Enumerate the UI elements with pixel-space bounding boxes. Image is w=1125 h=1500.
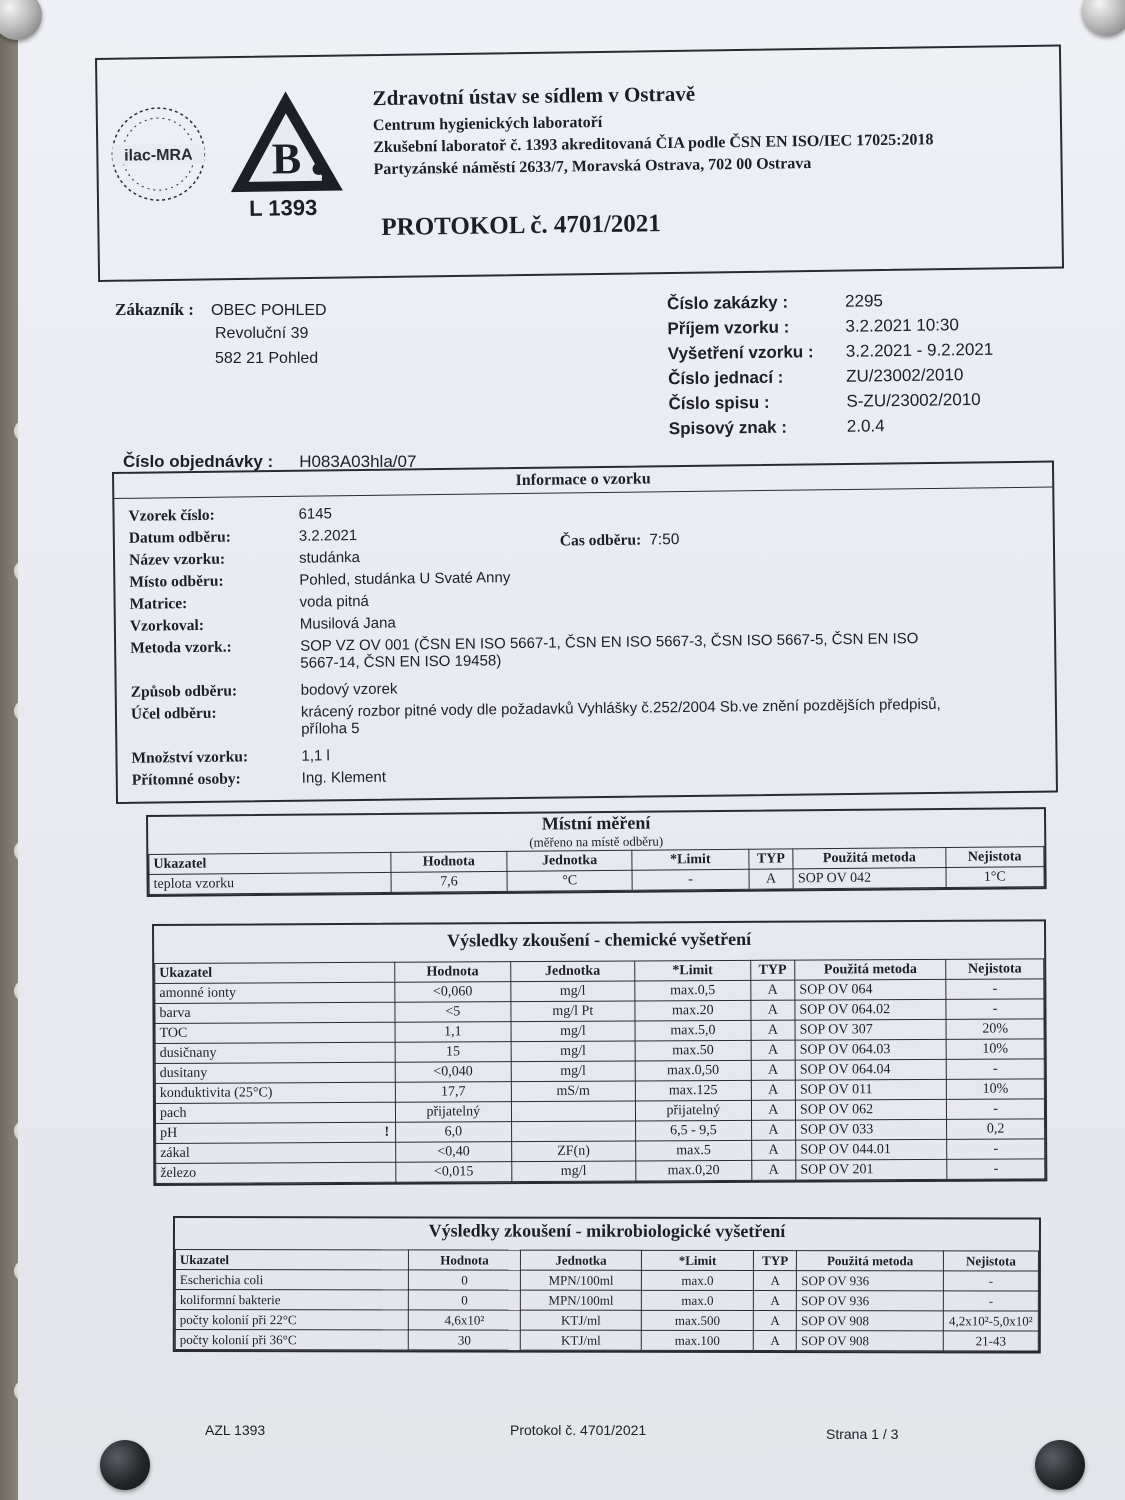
table-cell: - xyxy=(632,869,749,890)
table-cell: <0,015 xyxy=(396,1162,512,1183)
table-cell: 17,7 xyxy=(395,1082,511,1103)
column-header: Použitá metoda xyxy=(797,1251,944,1271)
table-cell: SOP OV 936 xyxy=(797,1271,944,1291)
table-cell: max.500 xyxy=(641,1310,753,1330)
table-cell: max.50 xyxy=(635,1040,751,1061)
table-row xyxy=(156,1159,1045,1184)
local-measurement-table xyxy=(148,846,1044,895)
table-cell: - xyxy=(947,1159,1045,1180)
sample-info-grid xyxy=(128,498,961,794)
sample-info-label: Místo odběru: xyxy=(129,572,224,591)
table-cell: teplota vzorku xyxy=(149,872,391,894)
table-cell: SOP OV 908 xyxy=(797,1311,944,1331)
table-cell: mg/l xyxy=(511,1021,636,1042)
table-cell: počty kolonií při 36°C xyxy=(175,1330,408,1350)
table-cell: 1,1 xyxy=(395,1022,511,1043)
table-cell: - xyxy=(946,979,1044,1000)
table-cell: přijatelný xyxy=(395,1102,511,1123)
table-cell: MPN/100ml xyxy=(521,1290,642,1310)
meta-label: Číslo spisu : xyxy=(668,392,770,414)
table-cell: mg/l xyxy=(511,1061,636,1082)
table-cell: barva xyxy=(155,1002,395,1023)
sample-info-value: 1,1 l xyxy=(301,747,330,765)
table-cell: A xyxy=(751,1140,796,1160)
table-cell: SOP OV 936 xyxy=(797,1291,944,1311)
column-header: TYP xyxy=(750,960,795,980)
table-cell: max.5 xyxy=(636,1140,752,1161)
table-cell: SOP OV 042 xyxy=(793,868,945,889)
accreditation-logo-icon xyxy=(225,87,347,199)
accreditation-text: Zkušební laboratoř č. 1393 akreditovaná ČIA podle ČSN EN ISO/IEC 17025:2018 xyxy=(373,131,934,157)
sample-info-value: Musilová Jana xyxy=(299,614,396,633)
table-cell: SOP OV 064.03 xyxy=(795,1039,946,1060)
chemical-results-title: Výsledky zkoušení - chemické vyšetření xyxy=(447,928,752,951)
meta-value: 3.2.2021 - 9.2.2021 xyxy=(845,339,994,361)
table-cell xyxy=(511,1101,636,1122)
sample-info-label: Množství vzorku: xyxy=(131,748,249,767)
sample-info-label: Způsob odběru: xyxy=(130,682,238,701)
table-cell: mg/l xyxy=(511,1161,636,1182)
table-cell: 0,2 xyxy=(947,1119,1045,1140)
meta-label: Číslo jednací : xyxy=(668,367,784,389)
order-meta xyxy=(667,290,995,445)
micro-results-table xyxy=(175,1249,1039,1352)
column-header: *Limit xyxy=(635,960,751,981)
footer-lab: AZL 1393 xyxy=(205,1422,266,1438)
sample-info-label: Matrice: xyxy=(129,595,188,613)
ilac-mra-logo-icon xyxy=(108,103,209,204)
sample-info-value: Ing. Klement xyxy=(301,768,387,787)
footer-protocol: Protokol č. 4701/2021 xyxy=(510,1422,647,1438)
sampling-time-label: Čas odběru: xyxy=(559,531,642,550)
table-cell: A xyxy=(751,1120,796,1140)
table-cell: °C xyxy=(507,870,632,891)
table-cell: 6,5 - 9,5 xyxy=(636,1120,752,1141)
sample-info-label: Metoda vzork.: xyxy=(130,638,232,657)
table-cell: max.0,50 xyxy=(635,1060,751,1081)
pin-icon xyxy=(100,1440,150,1490)
svg-text:ilac-MRA: ilac-MRA xyxy=(124,146,193,165)
column-header: Ukazatel xyxy=(175,1250,408,1270)
sample-info-label: Název vzorku: xyxy=(128,550,226,569)
table-cell: 30 xyxy=(408,1330,520,1350)
table-cell: SOP OV 908 xyxy=(797,1331,944,1351)
column-header: TYP xyxy=(748,849,793,869)
table-cell: max.20 xyxy=(635,1000,751,1021)
table-cell: max.0,5 xyxy=(635,980,751,1001)
table-cell: KTJ/ml xyxy=(520,1310,641,1330)
table-cell: mg/l xyxy=(510,981,635,1002)
table-cell: A xyxy=(751,1000,796,1020)
chemical-results-table xyxy=(154,958,1045,1184)
table-cell: dusitany xyxy=(155,1062,395,1083)
table-cell: 15 xyxy=(395,1042,511,1063)
meta-value: ZU/23002/2010 xyxy=(845,365,964,386)
column-header: Jednotka xyxy=(521,1250,642,1270)
table-cell xyxy=(511,1121,636,1142)
column-header: Hodnota xyxy=(395,962,511,983)
table-cell: pH ! xyxy=(156,1122,396,1143)
table-cell: koliformní bakterie xyxy=(175,1290,408,1310)
customer-name: OBEC POHLED xyxy=(211,302,327,319)
sample-info-label: Vzorkoval: xyxy=(129,616,205,635)
table-cell: 21-43 xyxy=(943,1331,1038,1351)
table-row xyxy=(175,1290,1038,1312)
column-header: Použitá metoda xyxy=(793,848,945,869)
sample-info-value: voda pitná xyxy=(299,592,369,611)
table-cell: A xyxy=(751,1040,796,1060)
table-cell: SOP OV 044.01 xyxy=(796,1139,947,1160)
sample-info-label: Účel odběru: xyxy=(130,704,217,723)
column-header: *Limit xyxy=(632,849,749,870)
table-cell: A xyxy=(750,980,795,1000)
table-cell: 7,6 xyxy=(391,871,508,892)
table-cell: amonné ionty xyxy=(155,982,395,1003)
sample-info-value: 6145 xyxy=(298,505,333,523)
table-cell: SOP OV 064.02 xyxy=(795,999,946,1020)
sample-info-value: krácený rozbor pitné vody dle požadavků Vyhlášky č.252/2004 Sb.ve znění pozdějších předpisů, příloha 5 xyxy=(300,695,941,738)
table-cell: <5 xyxy=(395,1002,511,1023)
column-header: Ukazatel xyxy=(149,852,391,874)
sample-info-value: bodový vzorek xyxy=(300,680,398,699)
center-name: Centrum hygienických laboratoří xyxy=(372,113,603,135)
local-measurement-title: Místní měření xyxy=(541,812,651,834)
header-box xyxy=(95,45,1064,282)
table-cell: A xyxy=(749,869,794,889)
pin-icon xyxy=(1035,1440,1085,1490)
table-cell: A xyxy=(751,1100,796,1120)
table-cell: dusičnany xyxy=(155,1042,395,1063)
sample-info-label: Vzorek číslo: xyxy=(128,506,215,525)
table-cell: SOP OV 064 xyxy=(795,979,946,1000)
column-header: Jednotka xyxy=(507,850,632,871)
table-cell: <0,040 xyxy=(395,1062,511,1083)
meta-label: Příjem vzorku : xyxy=(667,317,790,339)
order-number-value: H083A03hla/07 xyxy=(299,452,417,471)
column-header: Nejistota xyxy=(946,959,1044,980)
chemical-results-box xyxy=(152,919,1047,1186)
table-cell: - xyxy=(947,1139,1045,1160)
table-cell: A xyxy=(753,1331,796,1351)
svg-text:B: B xyxy=(271,134,302,184)
meta-label: Spisový znak : xyxy=(668,417,788,439)
table-cell: A xyxy=(751,1020,796,1040)
order-number-label: Číslo objednávky : xyxy=(123,452,274,471)
column-header: Hodnota xyxy=(408,1250,520,1270)
meta-row xyxy=(669,415,995,445)
sample-info-label: Přítomné osoby: xyxy=(131,770,241,789)
table-cell: 1°C xyxy=(946,867,1045,888)
footer-page: Strana 1 / 3 xyxy=(826,1426,899,1442)
column-header: *Limit xyxy=(641,1250,753,1270)
meta-value: 3.2.2021 10:30 xyxy=(845,315,960,336)
table-cell: <0,40 xyxy=(396,1142,512,1163)
table-header-row xyxy=(175,1250,1038,1272)
table-cell: 0 xyxy=(408,1290,520,1310)
table-cell: A xyxy=(754,1271,797,1291)
table-cell: A xyxy=(751,1160,796,1180)
institute-address: Partyzánské náměstí 2633/7, Moravská Ostrava, 702 00 Ostrava xyxy=(373,155,812,179)
column-header: Jednotka xyxy=(510,961,635,982)
table-cell: konduktivita (25°C) xyxy=(155,1082,395,1103)
customer-street: Revoluční 39 xyxy=(215,325,309,342)
column-header: TYP xyxy=(754,1251,797,1271)
table-cell: 10% xyxy=(946,1079,1044,1100)
protocol-title: PROTOKOL č. 4701/2021 xyxy=(381,210,661,242)
table-cell: 6,0 xyxy=(396,1122,512,1143)
column-header: Nejistota xyxy=(945,847,1044,868)
table-cell: max.5,0 xyxy=(635,1020,751,1041)
table-row xyxy=(175,1310,1038,1332)
table-cell: 20% xyxy=(946,1019,1044,1040)
institute-block xyxy=(372,78,934,183)
customer-block xyxy=(115,300,327,375)
table-cell: max.100 xyxy=(641,1330,753,1350)
meta-label: Vyšetření vzorku : xyxy=(667,342,814,364)
table-cell: ZF(n) xyxy=(511,1141,636,1162)
customer-label: Zákazník : xyxy=(115,300,194,319)
local-measurement-subtitle: (měřeno na místě odběru) xyxy=(529,833,664,850)
sample-info-value: SOP VZ OV 001 (ČSN EN ISO 5667-1, ČSN EN ISO 5667-3, ČSN ISO 5667-5, ČSN EN ISO 5667-14, ČSN EN ISO 19458) xyxy=(300,630,919,672)
table-cell: SOP OV 307 xyxy=(795,1019,946,1040)
table-row xyxy=(175,1270,1038,1292)
table-cell: Escherichia coli xyxy=(175,1270,408,1290)
table-cell: KTJ/ml xyxy=(520,1330,641,1350)
table-cell: A xyxy=(751,1080,796,1100)
table-cell: SOP OV 033 xyxy=(796,1119,947,1140)
table-cell: TOC xyxy=(155,1022,395,1043)
table-cell: přijatelný xyxy=(635,1100,751,1121)
table-cell: pach xyxy=(155,1102,395,1123)
table-cell: SOP OV 062 xyxy=(795,1099,946,1120)
ph-warning-flag: ! xyxy=(384,1124,390,1140)
table-cell: max.0,20 xyxy=(636,1160,752,1181)
table-cell: - xyxy=(943,1271,1038,1291)
sample-info-value: studánka xyxy=(298,548,361,567)
table-cell: SOP OV 201 xyxy=(796,1159,947,1180)
meta-value: 2.0.4 xyxy=(846,416,885,436)
column-header: Hodnota xyxy=(390,851,507,872)
meta-value: S-ZU/23002/2010 xyxy=(846,389,981,411)
table-cell: A xyxy=(754,1291,797,1311)
table-cell: 0 xyxy=(408,1270,520,1290)
sampling-time xyxy=(560,531,680,550)
sample-info-box xyxy=(112,460,1058,803)
table-cell: MPN/100ml xyxy=(521,1270,642,1290)
sample-info-label: Datum odběru: xyxy=(128,528,231,547)
table-cell: A xyxy=(751,1060,796,1080)
column-header: Ukazatel xyxy=(155,962,395,983)
table-cell: mg/l xyxy=(511,1041,636,1062)
column-header: Nejistota xyxy=(943,1251,1038,1271)
table-cell: SOP OV 064.04 xyxy=(795,1059,946,1080)
table-row xyxy=(175,1330,1038,1352)
table-cell: 4,2x10²-5,0x10² xyxy=(943,1311,1038,1331)
micro-results-box xyxy=(173,1216,1041,1354)
table-cell: <0,060 xyxy=(395,982,511,1003)
table-cell: max.0 xyxy=(641,1270,753,1290)
sample-info-value: 3.2.2021 xyxy=(298,527,358,545)
table-cell: počty kolonií při 22°C xyxy=(175,1310,408,1330)
micro-results-title: Výsledky zkoušení - mikrobiologické vyšetření xyxy=(428,1220,786,1242)
local-measurement-box xyxy=(146,807,1047,897)
sample-info-title: Informace o vzorku xyxy=(114,463,1052,499)
customer-city: 582 21 Pohled xyxy=(215,350,319,367)
table-cell: max.0 xyxy=(641,1290,753,1310)
table-cell: SOP OV 011 xyxy=(795,1079,946,1100)
table-cell: železo xyxy=(156,1162,396,1183)
table-cell: A xyxy=(753,1311,796,1331)
lab-code: L 1393 xyxy=(248,194,318,221)
table-cell: - xyxy=(943,1291,1038,1311)
sampling-time-value: 7:50 xyxy=(649,531,680,549)
institute-name: Zdravotní ústav se sídlem v Ostravě xyxy=(372,81,696,111)
table-cell: zákal xyxy=(156,1142,396,1163)
column-header: Použitá metoda xyxy=(795,959,946,980)
table-cell: mg/l Pt xyxy=(511,1001,636,1022)
meta-row xyxy=(668,390,994,420)
table-cell: max.125 xyxy=(635,1080,751,1101)
sample-info-value: Pohled, studánka U Svaté Anny xyxy=(299,569,511,589)
meta-value: 2295 xyxy=(844,291,884,311)
meta-label: Číslo zakázky : xyxy=(666,292,789,314)
table-cell: 10% xyxy=(946,1039,1044,1060)
table-cell: mS/m xyxy=(511,1081,636,1102)
table-cell: - xyxy=(946,1059,1044,1080)
table-cell: - xyxy=(946,999,1044,1020)
table-cell: - xyxy=(947,1099,1045,1120)
table-cell: 4,6x10² xyxy=(408,1310,520,1330)
